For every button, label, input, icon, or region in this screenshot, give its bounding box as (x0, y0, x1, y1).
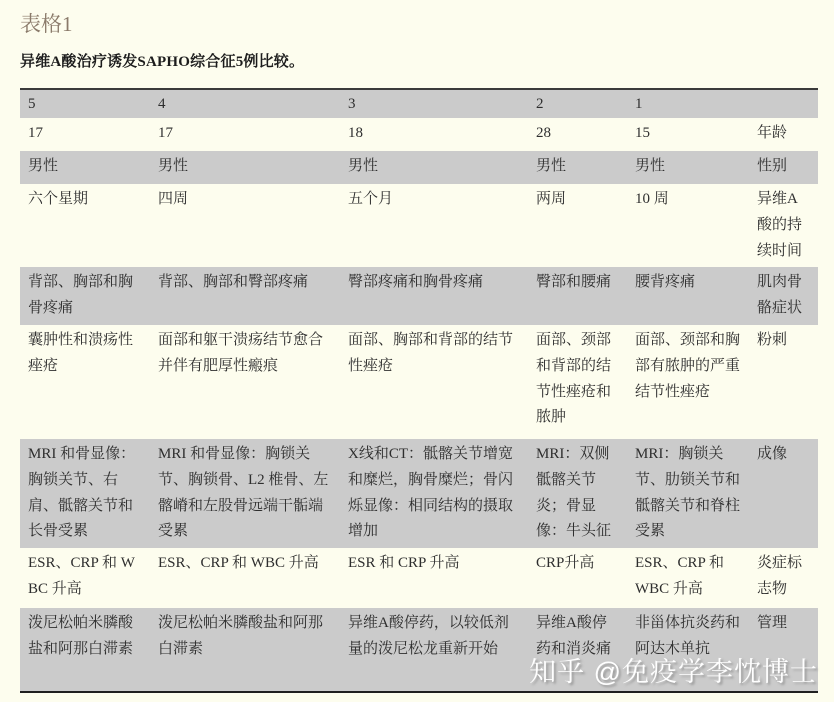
comparison-table (20, 88, 818, 693)
column-header-case-5: 5 (28, 96, 36, 112)
case-1-cell: ESR、CRP 和 WBC 升高 (635, 555, 725, 597)
case-3-cell: X线和CT：骶髂关节增宽和糜烂，胸骨糜烂；骨闪烁显像：相同结构的摄取增加 (348, 445, 514, 540)
table-body (20, 118, 818, 692)
case-3-cell: 五个月 (348, 191, 394, 207)
case-1-cell: 非甾体抗炎药和阿达木单抗 (635, 615, 741, 657)
header-row (20, 89, 818, 118)
column-header-case-3: 3 (348, 96, 356, 112)
case-2-cell: 男性 (536, 158, 567, 174)
case-5-cell: 背部、胸部和胸骨疼痛 (28, 274, 134, 317)
case-4-cell: 四周 (158, 191, 189, 207)
case-3-cell: 面部、胸部和背部的结节性痤疮 (348, 331, 514, 374)
case-5-cell: 男性 (28, 158, 59, 174)
column-header-rowlabel (749, 89, 818, 118)
case-1-cell: 腰背疼痛 (635, 274, 696, 291)
case-5-cell: 泼尼松帕米膦酸盐和阿那白滞素 (28, 615, 134, 657)
case-2-cell: 臀部和腰痛 (536, 274, 612, 291)
page-title: 表格1 (20, 12, 73, 36)
case-5-cell: MRI 和骨显像：胸锁关节、右肩、骶髂关节和长骨受累 (28, 445, 136, 540)
row-label-cell: 管理 (757, 615, 788, 632)
case-3-cell: 男性 (348, 158, 379, 174)
column-header-case-1: 1 (635, 96, 643, 112)
row-label-cell: 异维A酸的持续时间 (757, 191, 803, 259)
column-header-case-4: 4 (158, 96, 166, 112)
row-label-cell: 粉刺 (757, 331, 788, 348)
row-label-cell: 炎症标志物 (757, 555, 803, 597)
case-3-cell: 18 (348, 125, 363, 141)
table-header (20, 89, 818, 118)
case-5-cell: ESR、CRP 和 WBC 升高 (28, 555, 135, 597)
table-row (20, 151, 818, 184)
case-1-cell: MRI：胸锁关节、肋锁关节和骶髂关节和脊柱受累 (635, 445, 741, 540)
case-1-cell: 男性 (635, 158, 666, 174)
row-label-cell: 性别 (757, 158, 788, 174)
row-label-cell: 肌肉骨骼症状 (757, 274, 803, 317)
table-row (20, 439, 818, 548)
case-2-cell: 面部、颈部和背部的结节性痤疮和脓肿 (536, 331, 612, 426)
case-4-cell: 背部、胸部和臀部疼痛 (158, 274, 309, 291)
case-3-cell: 臀部疼痛和胸骨疼痛 (348, 274, 484, 291)
row-label-cell: 年龄 (757, 125, 788, 141)
table-caption: 异维A酸治疗诱发SAPHO综合征5例比较。 (20, 54, 305, 70)
table-row (20, 118, 818, 151)
case-5-cell: 17 (28, 125, 43, 141)
case-4-cell: 面部和躯干溃疡结节愈合并伴有肥厚性瘢痕 (158, 331, 324, 374)
case-2-cell: 28 (536, 125, 551, 141)
case-2-cell: 异维A酸停药和消炎痛 (536, 615, 612, 657)
case-4-cell: ESR、CRP 和 WBC 升高 (158, 555, 319, 572)
case-3-cell: 异维A酸停药，以较低剂量的泼尼松龙重新开始 (348, 615, 509, 657)
table-row (20, 184, 818, 267)
table-row (20, 325, 818, 439)
table-row (20, 548, 818, 608)
case-2-cell: CRP升高 (536, 555, 595, 572)
case-3-cell: ESR 和 CRP 升高 (348, 555, 460, 572)
row-label-cell: 成像 (757, 445, 788, 462)
column-header-case-2: 2 (536, 96, 544, 112)
case-5-cell: 六个星期 (28, 191, 89, 207)
case-1-cell: 面部、颈部和胸部有脓肿的严重结节性痤疮 (635, 331, 741, 400)
zhihu-watermark: 知乎 @免疫学李忱博士 (529, 657, 818, 687)
table-row (20, 267, 818, 325)
case-4-cell: 泼尼松帕米膦酸盐和阿那白滞素 (158, 615, 324, 657)
case-2-cell: MRI：双侧骶髂关节炎；骨显像：牛头征 (536, 445, 612, 540)
case-1-cell: 15 (635, 125, 650, 141)
case-4-cell: MRI 和骨显像：胸锁关节、胸锁骨、L2 椎骨、左髂嵴和左股骨远端干骺端受累 (158, 445, 329, 540)
case-4-cell: 男性 (158, 158, 189, 174)
case-4-cell: 17 (158, 125, 173, 141)
case-1-cell: 10 周 (635, 191, 669, 207)
case-2-cell: 两周 (536, 191, 567, 207)
case-5-cell: 囊肿性和溃疡性痤疮 (28, 331, 134, 374)
